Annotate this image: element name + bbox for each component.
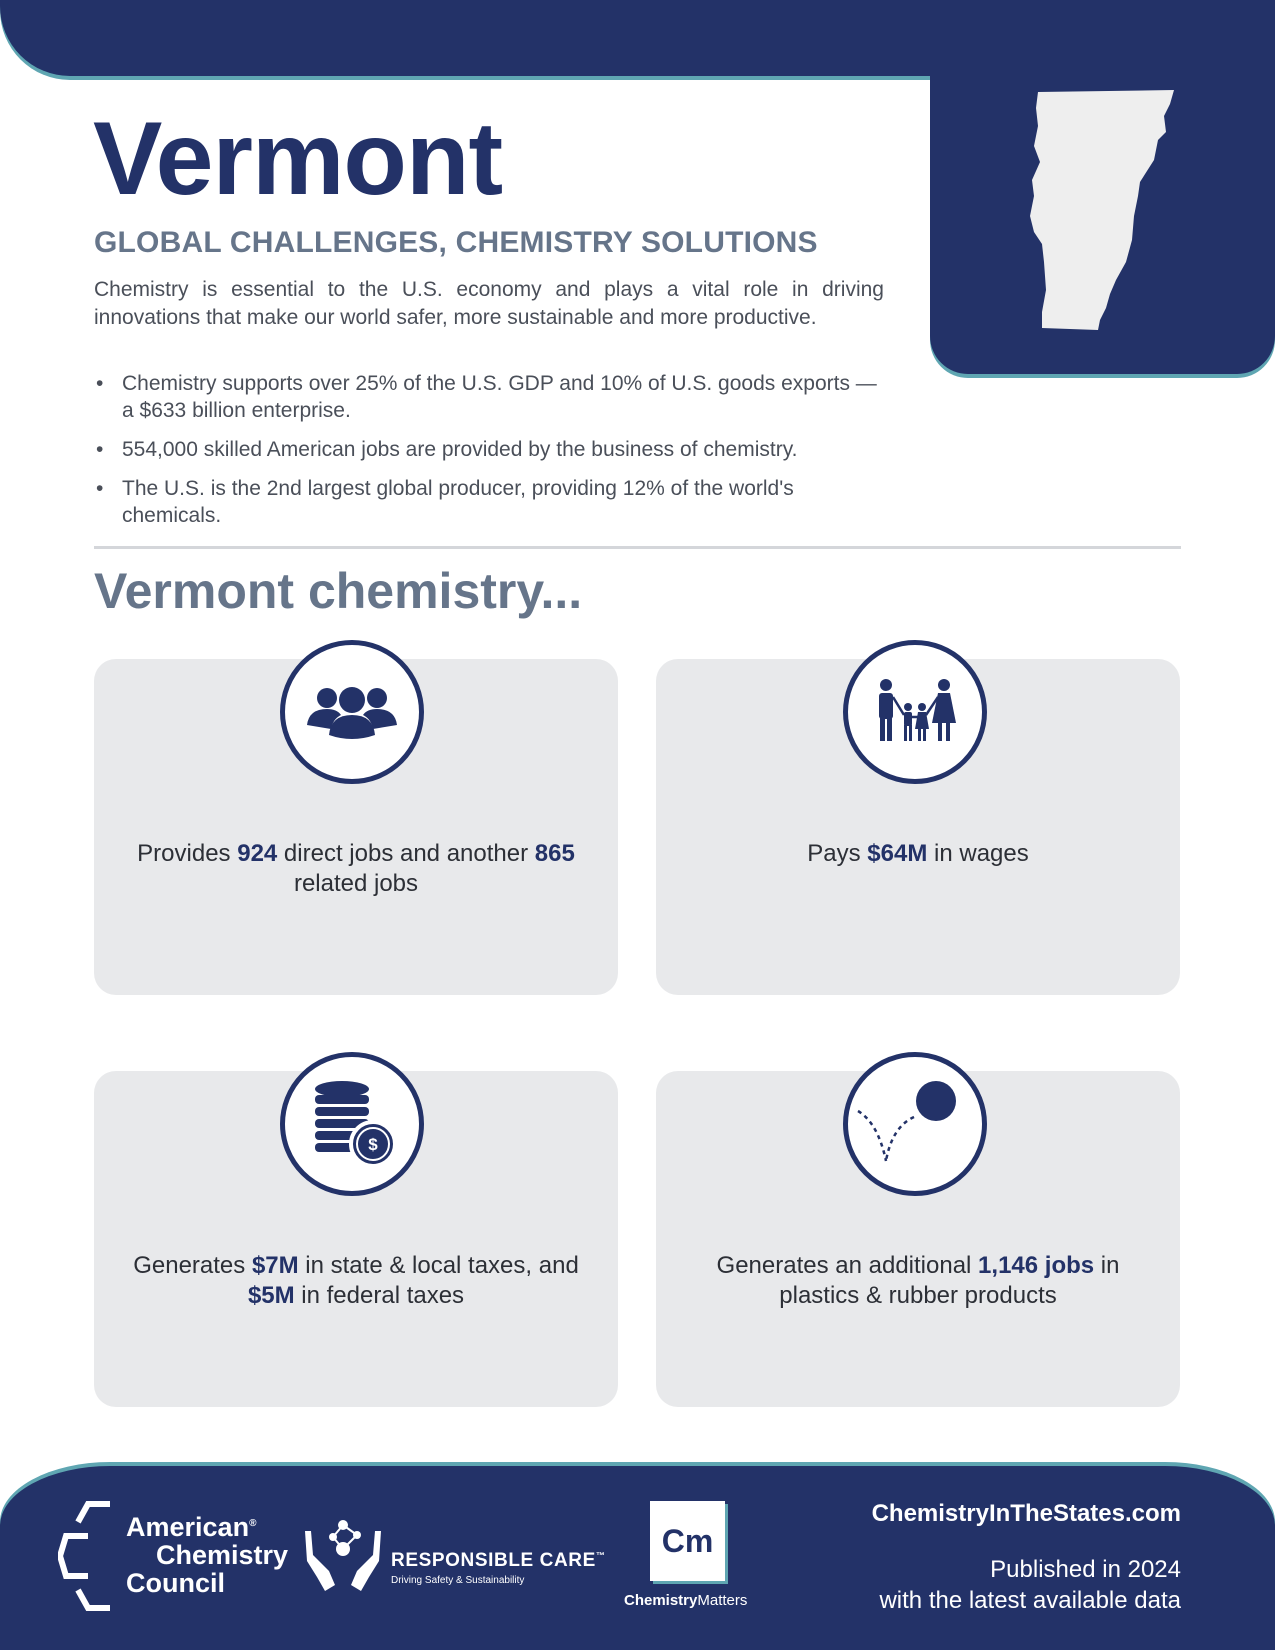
stat-value: 865 bbox=[534, 840, 575, 867]
acc-logo-line: American® bbox=[126, 1512, 257, 1542]
acc-hexagon-logo-icon bbox=[58, 1500, 128, 1612]
vermont-map-icon bbox=[930, 0, 1275, 374]
responsible-care-title: RESPONSIBLE CARE™ bbox=[391, 1550, 606, 1571]
responsible-care-hands-icon bbox=[303, 1515, 383, 1595]
intro-paragraph: Chemistry is essential to the U.S. economy and plays a vital role in driving innovations that make our world safer, more sustainable and more productive. bbox=[94, 278, 884, 329]
stat-text-jobs: Provides 924 direct jobs and another 865 related jobs bbox=[137, 840, 575, 897]
stat-text-taxes: Generates $7M in state & local taxes, and $5M in federal taxes bbox=[133, 1252, 579, 1309]
acc-logo-text bbox=[126, 1510, 288, 1597]
section-heading: Vermont chemistry... bbox=[94, 563, 583, 619]
website-link[interactable]: ChemistryInTheStates.com bbox=[871, 1500, 1181, 1527]
family-icon bbox=[843, 640, 987, 784]
acc-logo-line: Council bbox=[126, 1568, 225, 1598]
chemistry-matters-logo: Cm bbox=[650, 1501, 725, 1581]
svg-text:$: $ bbox=[368, 1135, 378, 1154]
publication-note: Published in 2024 with the latest available data bbox=[879, 1556, 1181, 1614]
stat-value: $5M bbox=[247, 1282, 295, 1309]
stat-value: 1,146 jobs bbox=[978, 1252, 1095, 1279]
responsible-care-tagline: Driving Safety & Sustainability bbox=[391, 1575, 525, 1586]
page-subtitle: GLOBAL CHALLENGES, CHEMISTRY SOLUTIONS bbox=[94, 226, 818, 259]
fact-list bbox=[94, 370, 884, 541]
fact-item: • 554,000 skilled American jobs are provided by the business of chemistry. bbox=[94, 436, 884, 463]
stat-text-plastics: Generates an additional 1,146 jobs in plastics & rubber products bbox=[716, 1252, 1120, 1309]
stat-value: $64M bbox=[867, 840, 928, 867]
molecule-trajectory-icon bbox=[843, 1052, 987, 1196]
fact-item: • The U.S. is the 2nd largest global producer, providing 12% of the world's chemicals. bbox=[94, 475, 884, 529]
stat-value: 924 bbox=[237, 840, 278, 867]
state-map-panel bbox=[930, 0, 1275, 374]
chemistry-matters-label: ChemistryMatters bbox=[624, 1592, 748, 1609]
acc-logo-line: Chemistry bbox=[156, 1540, 289, 1570]
page-title: Vermont bbox=[93, 101, 503, 217]
stat-text-wages: Pays $64M in wages bbox=[807, 840, 1029, 867]
fact-item: • Chemistry supports over 25% of the U.S. GDP and 10% of U.S. goods exports — a $633 billion enterprise. bbox=[94, 370, 884, 424]
section-divider bbox=[94, 546, 1181, 549]
stat-value: $7M bbox=[251, 1252, 299, 1279]
people-group-icon bbox=[280, 640, 424, 784]
coins-stack-icon bbox=[280, 1052, 424, 1196]
